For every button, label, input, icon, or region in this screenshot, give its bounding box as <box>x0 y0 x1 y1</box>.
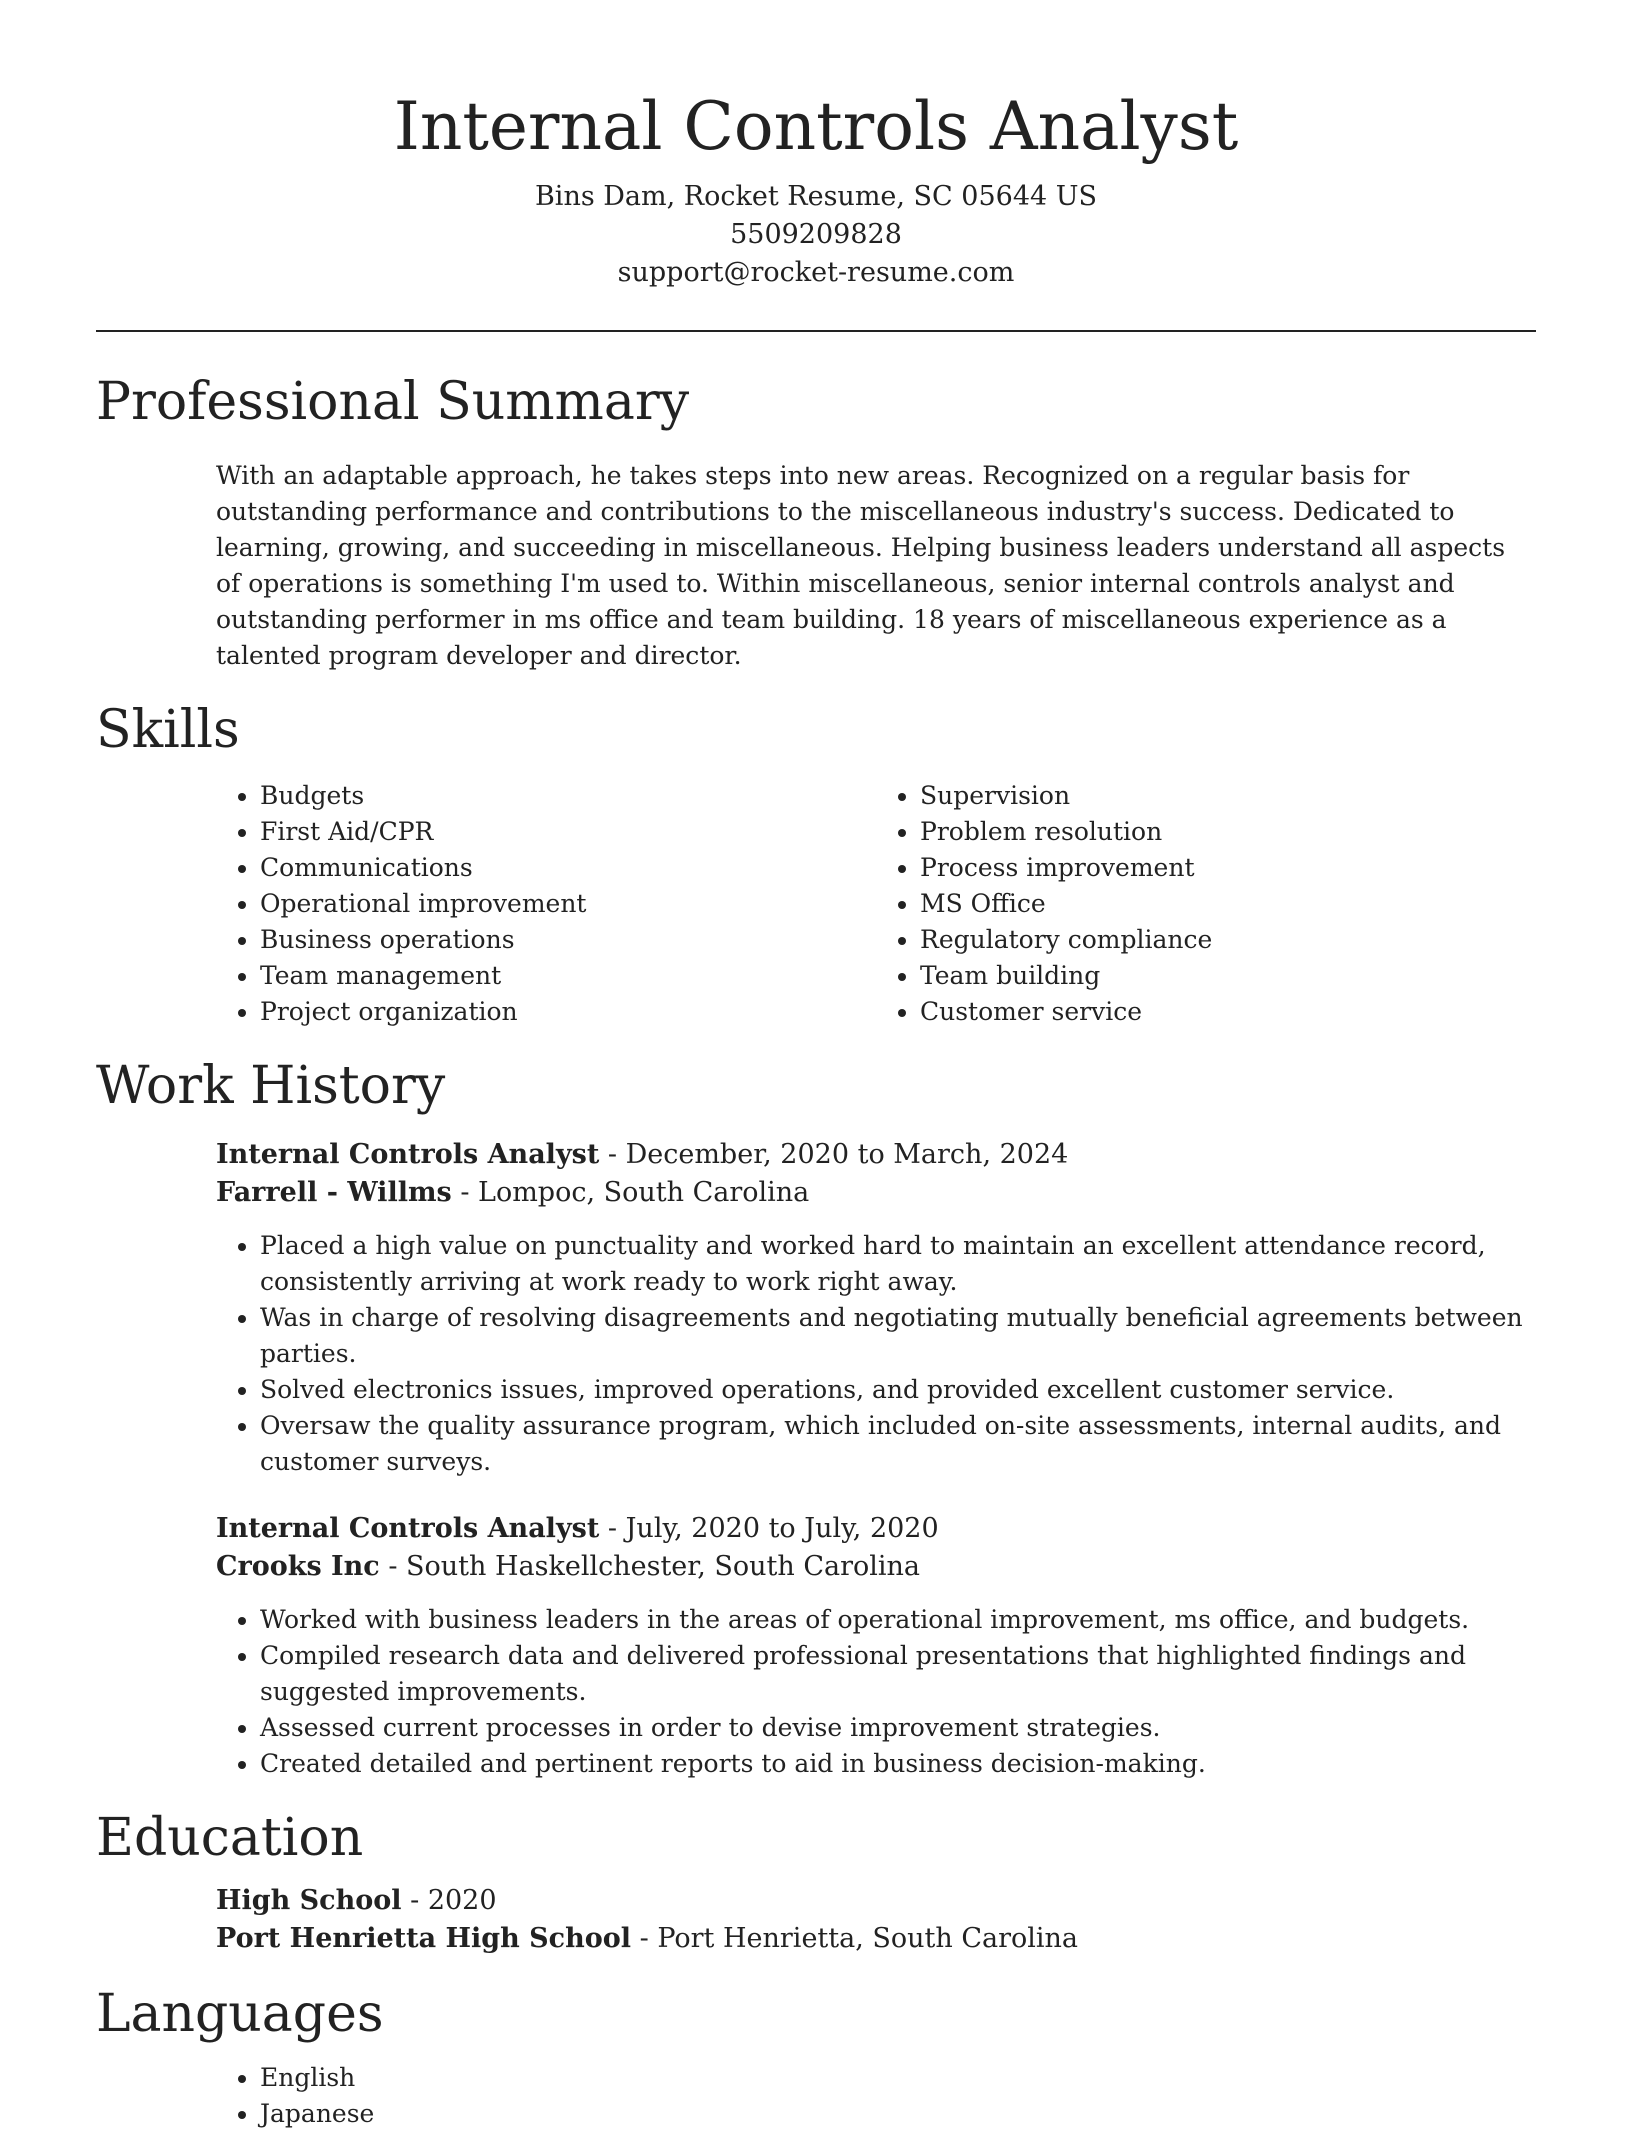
job-dates: - July, 2020 to July, 2020 <box>599 1513 939 1544</box>
contact-email: support@rocket-resume.com <box>617 257 1015 288</box>
candidate-title: Internal Controls Analyst <box>393 88 1239 165</box>
job-duties <box>216 1602 1536 1782</box>
job-location: - Lompoc, South Carolina <box>451 1177 810 1208</box>
job-duties <box>216 1228 1536 1480</box>
skills-section <box>96 700 1536 1030</box>
duty-item: • Placed a high value on punctuality and worked hard to maintain an excellent attendance record, consistently arriving at work ready to work right away. <box>260 1228 1536 1300</box>
education-degree: High School <box>216 1885 402 1916</box>
skill-item: • MS Office <box>920 886 1536 922</box>
resume-page <box>96 0 1536 2132</box>
education-heading: Education <box>96 1808 364 1868</box>
language-item: • English <box>260 2060 1536 2096</box>
skills-list-right <box>876 778 1536 1030</box>
skill-item: • Operational improvement <box>260 886 876 922</box>
job-title: Internal Controls Analyst <box>216 1513 600 1544</box>
job-entry <box>216 1136 1536 1480</box>
education-degree-line <box>216 1882 1536 1920</box>
skill-item: • Process improvement <box>920 850 1536 886</box>
resume-header <box>96 0 1536 292</box>
contact-address: Bins Dam, Rocket Resume, SC 05644 US <box>534 181 1098 212</box>
languages-heading: Languages <box>96 1984 384 2044</box>
job-company: Crooks Inc <box>216 1551 380 1582</box>
job-title-line <box>216 1136 1536 1174</box>
education-school: Port Henrietta High School <box>216 1923 632 1954</box>
summary-heading: Professional Summary <box>96 372 690 432</box>
education-school-line <box>216 1920 1536 1958</box>
skills-list-left <box>216 778 876 1030</box>
job-dates: - December, 2020 to March, 2024 <box>599 1139 1069 1170</box>
duty-item: • Assessed current processes in order to devise improvement strategies. <box>260 1710 1536 1746</box>
job-company-line <box>216 1548 1536 1586</box>
education-year: - 2020 <box>401 1885 497 1916</box>
work-history-section <box>96 1056 1536 1782</box>
skill-item: • Communications <box>260 850 876 886</box>
skills-heading: Skills <box>96 700 240 760</box>
skill-item: • First Aid/CPR <box>260 814 876 850</box>
job-title-line <box>216 1510 1536 1548</box>
duty-item: • Oversaw the quality assurance program, which included on-site assessments, internal audits, and customer surveys. <box>260 1408 1536 1480</box>
work-history-heading: Work History <box>96 1056 446 1116</box>
skill-item: • Problem resolution <box>920 814 1536 850</box>
duty-item: • Solved electronics issues, improved operations, and provided excellent customer service. <box>260 1372 1536 1408</box>
skill-item: • Project organization <box>260 994 876 1030</box>
contact-phone: 5509209828 <box>730 219 902 250</box>
languages-section <box>96 1984 1536 2132</box>
job-company: Farrell - Willms <box>216 1177 452 1208</box>
header-divider <box>96 330 1536 332</box>
contact-info <box>96 178 1536 292</box>
skill-item: • Budgets <box>260 778 876 814</box>
summary-text: With an adaptable approach, he takes steps into new areas. Recognized on a regular basis for outstanding performance and contributions to the miscellaneous industry's success. Dedicated to learning, growing, and succeeding in miscellaneous. Helping business leaders understand all aspects of operations is something I'm used to. Within miscellaneous, senior internal controls analyst and outstanding performer in ms office and team building. 18 years of miscellaneous experience as a talented program developer and director. <box>216 461 1506 670</box>
skill-item: • Team building <box>920 958 1536 994</box>
duty-item: • Compiled research data and delivered professional presentations that highlighted findings and suggested improvements. <box>260 1638 1536 1710</box>
job-location: - South Haskellchester, South Carolina <box>379 1551 921 1582</box>
job-company-line <box>216 1174 1536 1212</box>
duty-item: • Created detailed and pertinent reports to aid in business decision-making. <box>260 1746 1536 1782</box>
skill-item: • Regulatory compliance <box>920 922 1536 958</box>
education-location: - Port Henrietta, South Carolina <box>631 1923 1079 1954</box>
languages-list <box>216 2060 1536 2132</box>
education-section <box>96 1808 1536 1958</box>
job-title: Internal Controls Analyst <box>216 1139 600 1170</box>
summary-section <box>96 372 1536 674</box>
duty-item: • Was in charge of resolving disagreements and negotiating mutually beneficial agreements between parties. <box>260 1300 1536 1372</box>
skill-item: • Supervision <box>920 778 1536 814</box>
skill-item: • Customer service <box>920 994 1536 1030</box>
duty-item: • Worked with business leaders in the areas of operational improvement, ms office, and budgets. <box>260 1602 1536 1638</box>
skill-item: • Team management <box>260 958 876 994</box>
job-entry <box>216 1510 1536 1782</box>
language-item: • Japanese <box>260 2096 1536 2132</box>
skill-item: • Business operations <box>260 922 876 958</box>
